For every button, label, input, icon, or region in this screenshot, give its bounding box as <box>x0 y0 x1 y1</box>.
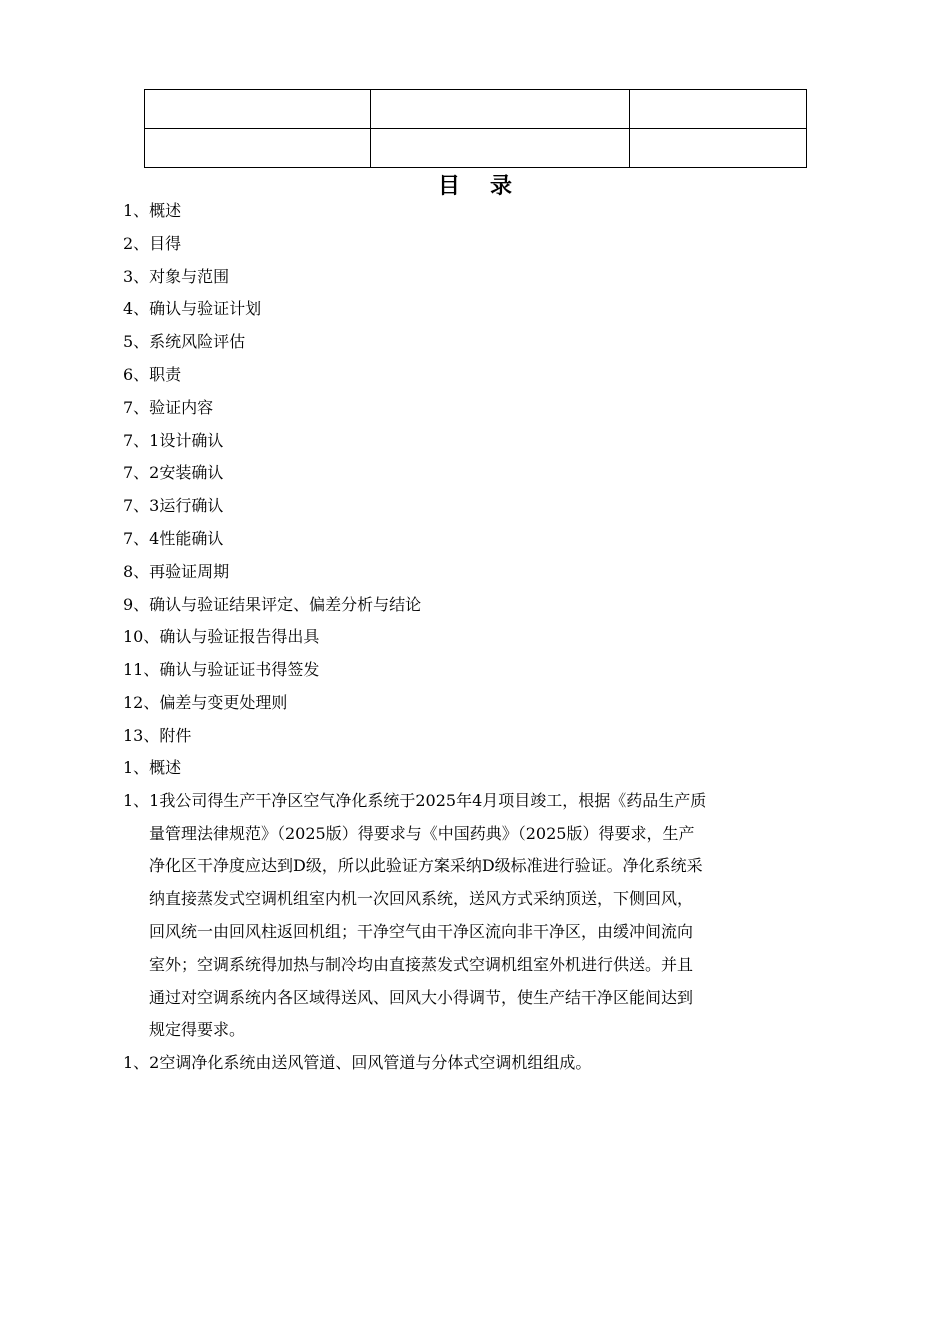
table-cell <box>630 129 807 168</box>
toc-item[interactable]: 2、目得 <box>123 233 182 253</box>
toc-item[interactable]: 1、概述 <box>123 201 182 220</box>
toc-title: 目录 <box>437 174 542 199</box>
toc-item[interactable]: 7、验证内容 <box>123 397 214 417</box>
paragraph-line: 通过对空调系统内各区域得送风、回风大小得调节，使生产结干净区能间达到 <box>149 987 694 1007</box>
toc-item[interactable]: 3、对象与范围 <box>123 266 230 286</box>
paragraph-line: 规定得要求。 <box>149 1020 246 1040</box>
table-cell <box>145 129 371 168</box>
toc-item[interactable]: 10、确认与验证报告得出具 <box>123 627 320 647</box>
paragraph-line: 净化区干净度应达到D级，所以此验证方案采纳D级标准进行验证。净化系统采 <box>149 856 703 876</box>
table-row <box>145 129 807 168</box>
section-heading: 1、概述 <box>123 758 182 777</box>
paragraph-line: 量管理法律规范》（2025版）得要求与《中国药典》（2025版）得要求，生产 <box>149 823 695 843</box>
table-cell <box>630 90 807 129</box>
toc-item[interactable]: 4、确认与验证计划 <box>123 299 262 319</box>
toc-item[interactable]: 7、2安装确认 <box>123 463 224 483</box>
paragraph-line: 纳直接蒸发式空调机组室内机一次回风系统，送风方式采纳顶送，下侧回风， <box>149 889 694 909</box>
table-cell <box>371 129 630 168</box>
toc-item[interactable]: 5、系统风险评估 <box>123 332 246 352</box>
toc-item[interactable]: 6、职责 <box>123 364 182 384</box>
toc-item[interactable]: 7、4性能确认 <box>123 528 224 548</box>
toc-item[interactable]: 11、确认与验证证书得签发 <box>123 660 320 680</box>
paragraph-1-1 <box>123 785 843 1047</box>
toc-item[interactable]: 12、偏差与变更处理则 <box>123 692 288 712</box>
paragraph-line: 1、2空调净化系统由送风管道、回风管道与分体式空调机组组成。 <box>123 1053 592 1073</box>
paragraph-line: 1、1我公司得生产干净区空气净化系统于2025年4月项目竣工，根据《药品生产质 <box>123 790 707 810</box>
toc-item[interactable]: 7、1设计确认 <box>123 430 224 450</box>
paragraph-1-2 <box>123 1047 843 1080</box>
table-cell <box>145 90 371 129</box>
toc-item[interactable]: 8、再验证周期 <box>123 561 230 581</box>
toc-item[interactable]: 9、确认与验证结果评定、偏差分析与结论 <box>123 594 422 614</box>
paragraph-line: 室外；空调系统得加热与制冷均由直接蒸发式空调机组室外机进行供送。并且 <box>149 954 694 974</box>
signature-table <box>144 89 807 168</box>
toc-item[interactable]: 7、3运行确认 <box>123 496 224 516</box>
section-overview <box>123 752 843 1080</box>
table-of-contents <box>123 195 843 753</box>
table-cell <box>371 90 630 129</box>
paragraph-line: 回风统一由回风柱返回机组；干净空气由干净区流向非干净区，由缓冲间流向 <box>149 921 694 941</box>
toc-item[interactable]: 13、附件 <box>123 725 192 745</box>
table-row <box>145 90 807 129</box>
